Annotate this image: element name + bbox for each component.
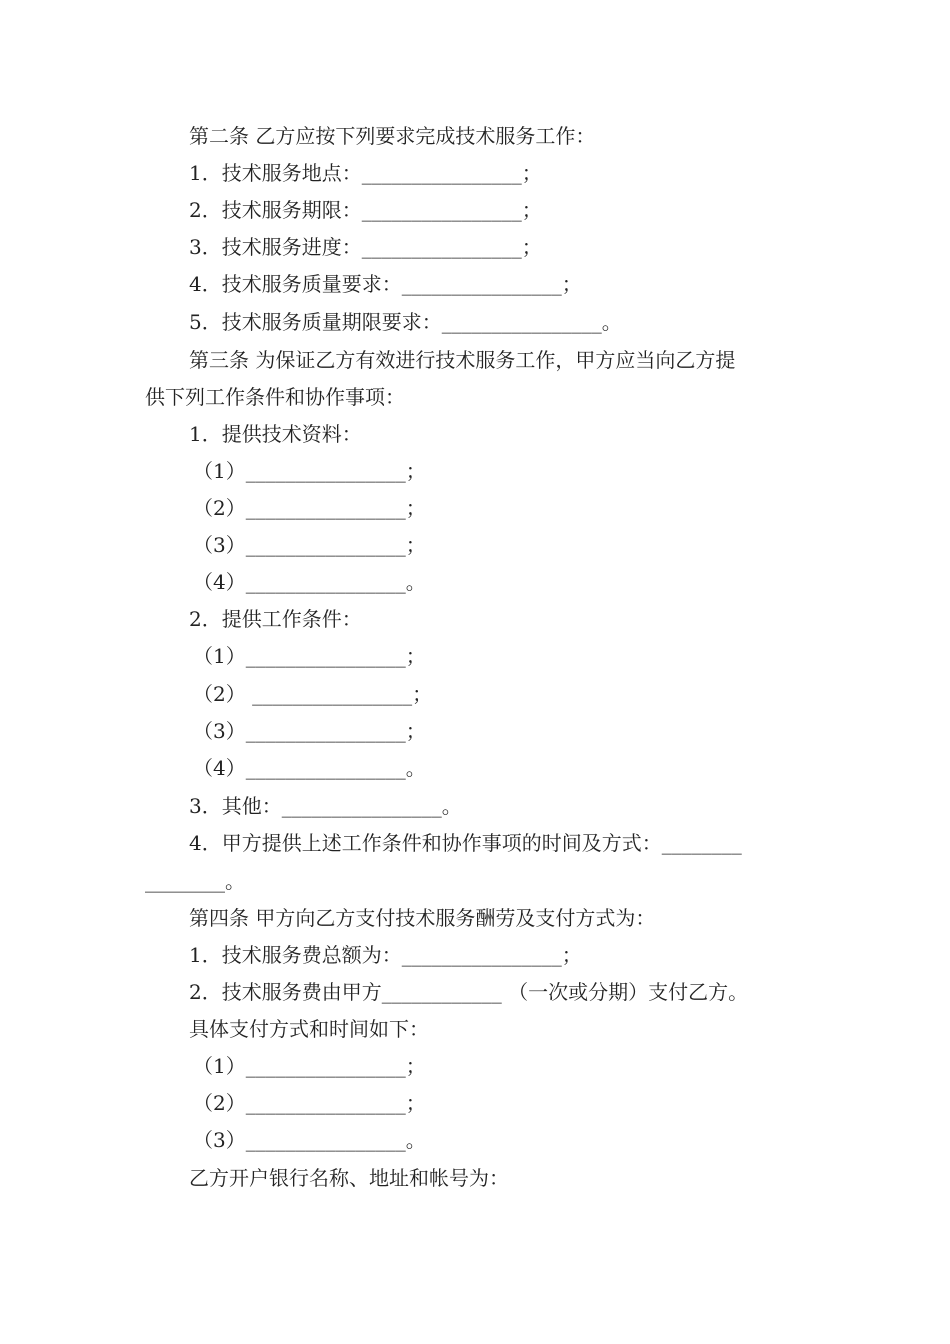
work-conditions-item-1: （1）________________； [193,644,426,668]
article-3-continuation: 供下列工作条件和协作事项： [145,385,405,409]
tech-materials-item-4: （4）________________。 [193,570,426,594]
other-line: 3．其他：________________。 [189,794,462,818]
time-and-method-line: 4．甲方提供上述工作条件和协作事项的时间及方式：________ [189,831,742,855]
bank-account-line: 乙方开户银行名称、地址和帐号为： [189,1166,509,1190]
service-progress-line: 3．技术服务进度：________________； [189,235,542,259]
tech-materials-item-2: （2）________________； [193,496,426,520]
article-2-heading: 第二条 乙方应按下列要求完成技术服务工作： [189,124,596,148]
payment-item-2: （2）________________； [193,1091,426,1115]
tech-materials-item-3: （3）________________； [193,533,426,557]
service-quality-line: 4．技术服务质量要求：________________； [189,272,582,296]
payment-details-heading: 具体支付方式和时间如下： [189,1017,429,1041]
work-conditions-item-4: （4）________________。 [193,756,426,780]
article-3-heading: 第三条 为保证乙方有效进行技术服务工作，甲方应当向乙方提 [189,348,736,372]
total-fee-line: 1．技术服务费总额为：________________； [189,943,582,967]
work-conditions-item-2: （2） ________________； [193,682,433,706]
service-location-line: 1．技术服务地点：________________； [189,161,542,185]
payment-item-3: （3）________________。 [193,1128,426,1152]
time-and-method-continuation: ________。 [145,869,245,893]
payment-method-line: 2．技术服务费由甲方____________ （一次或分期）支付乙方。 [189,980,749,1004]
work-conditions-heading: 2．提供工作条件： [189,607,362,631]
service-period-line: 2．技术服务期限：________________； [189,198,542,222]
tech-materials-item-1: （1）________________； [193,459,426,483]
tech-materials-heading: 1．提供技术资料： [189,422,362,446]
quality-period-line: 5．技术服务质量期限要求：________________。 [189,310,622,334]
work-conditions-item-3: （3）________________； [193,719,426,743]
article-4-heading: 第四条 甲方向乙方支付技术服务酬劳及支付方式为： [189,906,656,930]
payment-item-1: （1）________________； [193,1054,426,1078]
